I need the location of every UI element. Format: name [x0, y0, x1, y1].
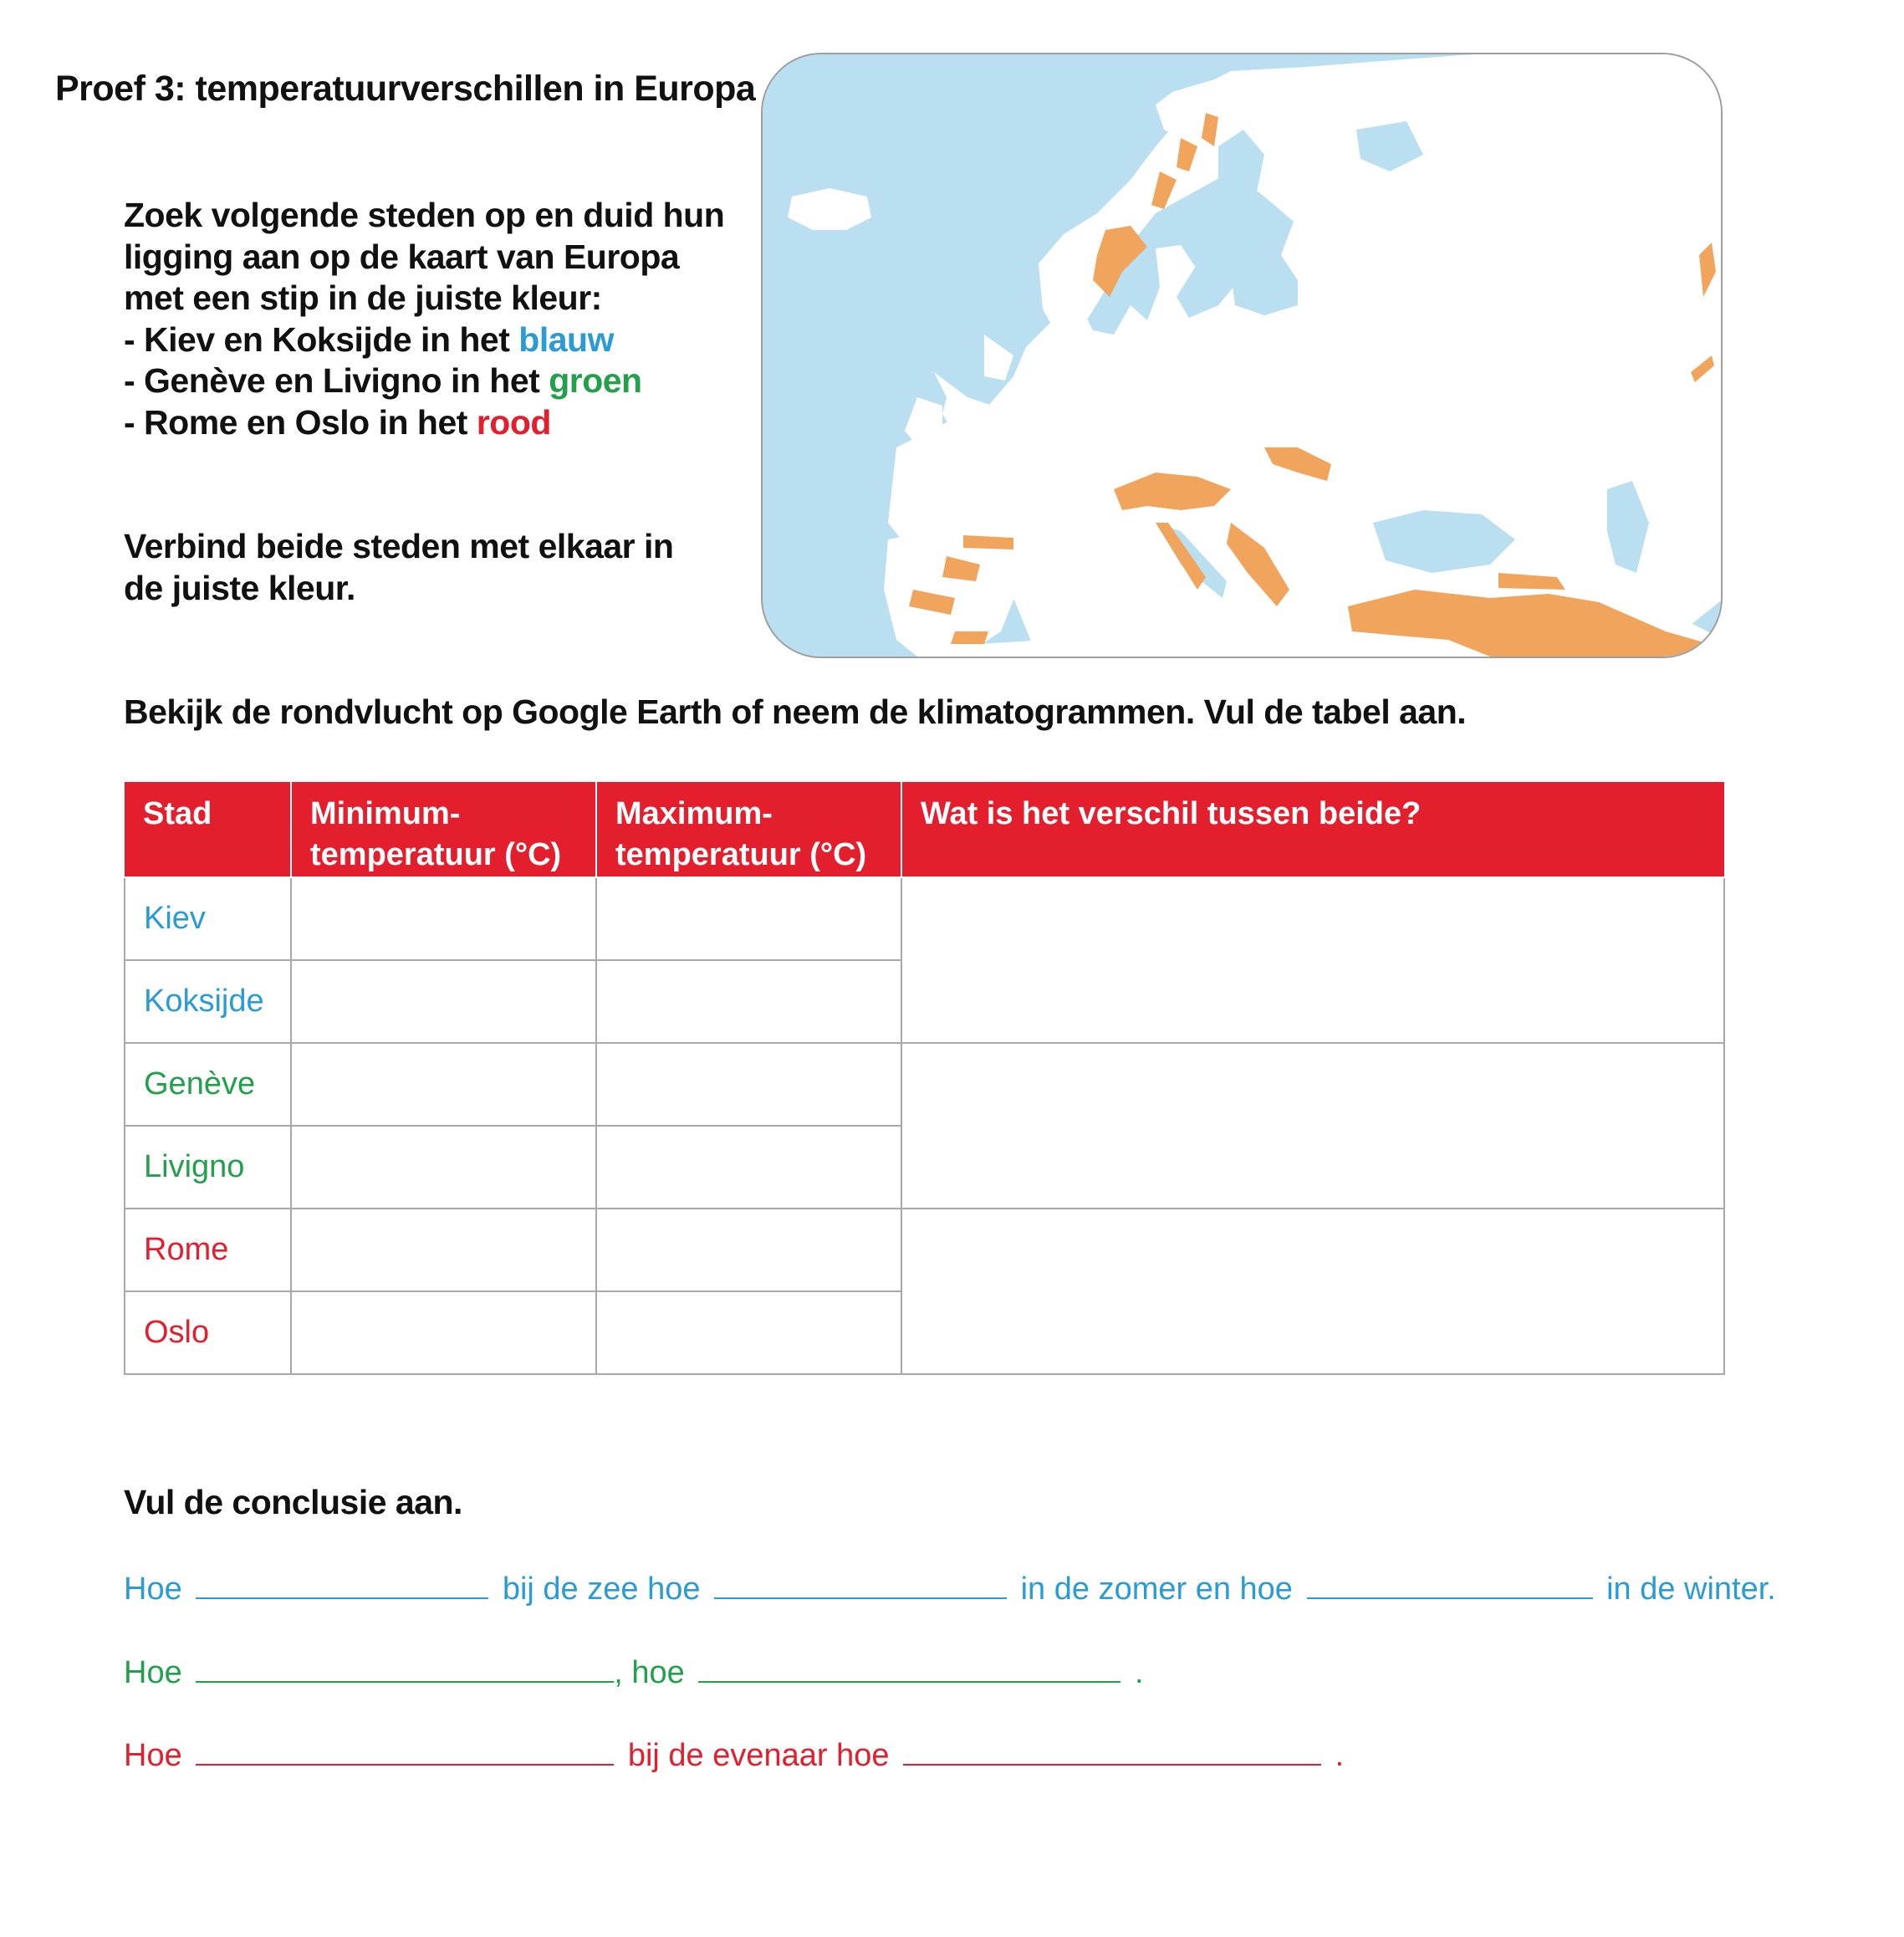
conclusion-text: Hoe: [124, 1572, 182, 1607]
table-row: [125, 877, 1724, 960]
table-instruction: Bekijk de rondvlucht op Google Earth of neem de klimatogrammen. Vul de tabel aan.: [124, 693, 1467, 731]
header-maximum-temperatuur: Maximum- temperatuur (°C): [596, 782, 901, 877]
difference-input-green[interactable]: [901, 1043, 1724, 1209]
color-word-blauw: blauw: [518, 319, 614, 359]
europe-map-graphic: [763, 54, 1723, 658]
instruction-item-text: - Genève en Livigno in het: [124, 361, 549, 400]
city-cell-koksijde: Koksijde: [125, 960, 291, 1043]
instruction-line: Zoek volgende steden op en duid hun: [124, 196, 725, 234]
min-temp-input[interactable]: [291, 960, 596, 1043]
difference-input-blue[interactable]: [901, 877, 1724, 1043]
europe-map[interactable]: [761, 53, 1723, 658]
instruction-item-blue: [124, 319, 759, 361]
conclusion-blank[interactable]: [714, 1569, 1007, 1599]
conclusion-blank[interactable]: [196, 1735, 614, 1766]
min-temp-input[interactable]: [291, 1126, 596, 1209]
conclusion-text: .: [1335, 1738, 1345, 1773]
instruction-item-text: - Rome en Oslo in het: [124, 402, 477, 442]
difference-input-red[interactable]: [901, 1209, 1724, 1374]
conclusion-line-red: [124, 1735, 1344, 1774]
instruction-line: met een stip in de juiste kleur:: [124, 279, 602, 317]
color-word-groen: groen: [549, 361, 642, 400]
table-header-row: [125, 782, 1724, 877]
conclusion-line-blue: [124, 1569, 1776, 1607]
color-word-rood: rood: [476, 402, 551, 442]
conclusion-title: Vul de conclusie aan.: [124, 1483, 462, 1521]
max-temp-input[interactable]: [596, 1209, 901, 1291]
conclusion-text: Hoe: [124, 1655, 182, 1690]
conclusion-line-green: [124, 1653, 1144, 1691]
page-title: Proef 3: temperatuurverschillen in Europa: [55, 69, 756, 109]
temperature-table: [124, 782, 1725, 1375]
connect-line: de juiste kleur.: [124, 568, 355, 607]
conclusion-text: .: [1134, 1655, 1144, 1690]
conclusion-blank[interactable]: [196, 1569, 488, 1599]
connect-line: Verbind beide steden met elkaar in: [124, 527, 674, 565]
conclusion-blank[interactable]: [698, 1653, 1120, 1683]
instruction-item-green: [124, 360, 759, 402]
table-row: [125, 1043, 1724, 1126]
instruction-item-text: - Kiev en Koksijde in het: [124, 319, 519, 359]
instruction-item-red: [124, 402, 759, 444]
conclusion-text: bij de zee hoe: [502, 1572, 701, 1607]
conclusion-text: , hoe: [614, 1655, 685, 1690]
min-temp-input[interactable]: [291, 1209, 596, 1291]
max-temp-input[interactable]: [596, 1043, 901, 1126]
table-row: [125, 1209, 1724, 1291]
city-cell-oslo: Oslo: [125, 1291, 291, 1374]
max-temp-input[interactable]: [596, 1291, 901, 1374]
max-temp-input[interactable]: [596, 877, 901, 960]
city-cell-kiev: Kiev: [125, 877, 291, 960]
max-temp-input[interactable]: [596, 1126, 901, 1209]
instructions: [124, 195, 759, 443]
header-verschil: Wat is het verschil tussen beide?: [901, 782, 1724, 877]
conclusion-text: bij de evenaar hoe: [627, 1738, 890, 1773]
city-cell-livigno: Livigno: [125, 1126, 291, 1209]
sardinia: [1105, 590, 1118, 630]
min-temp-input[interactable]: [291, 1043, 596, 1126]
conclusion-text: in de zomer en hoe: [1020, 1572, 1293, 1607]
conclusion-text: Hoe: [124, 1738, 182, 1773]
connect-instruction: [124, 526, 726, 609]
header-stad: Stad: [125, 782, 291, 877]
conclusion-blank[interactable]: [196, 1653, 614, 1683]
conclusion-blank[interactable]: [1307, 1569, 1593, 1599]
conclusion-blank[interactable]: [903, 1735, 1321, 1766]
min-temp-input[interactable]: [291, 1291, 596, 1374]
instruction-line: ligging aan op de kaart van Europa: [124, 237, 680, 276]
header-minimum-temperatuur: Minimum- temperatuur (°C): [291, 782, 596, 877]
city-cell-rome: Rome: [125, 1209, 291, 1291]
max-temp-input[interactable]: [596, 960, 901, 1043]
city-cell-geneve: Genève: [125, 1043, 291, 1126]
min-temp-input[interactable]: [291, 877, 596, 960]
conclusion-text: in de winter.: [1606, 1572, 1776, 1607]
